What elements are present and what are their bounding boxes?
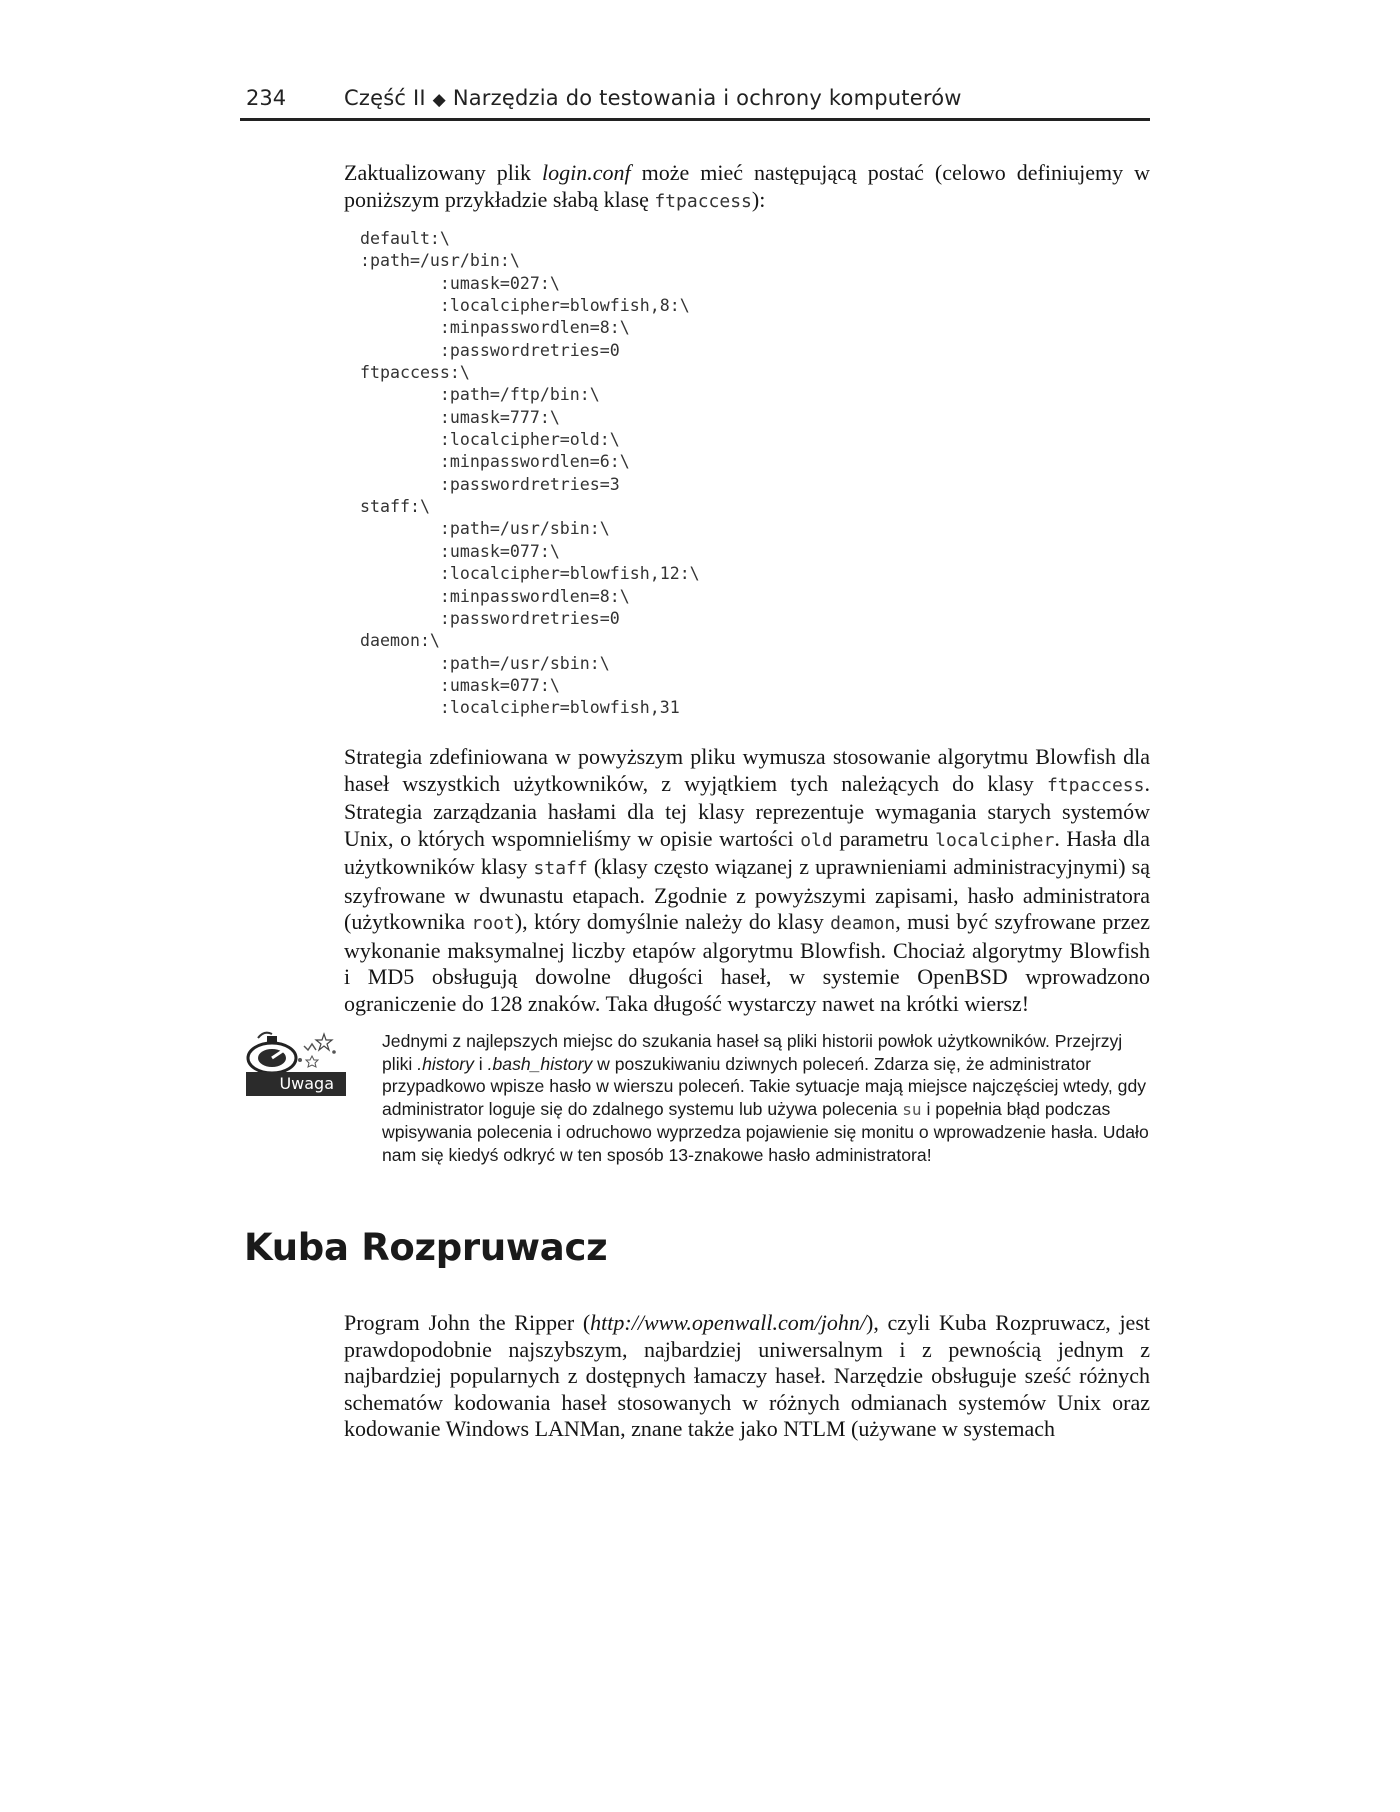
filename: .bash_history xyxy=(487,1053,593,1074)
inline-code: root xyxy=(471,913,515,934)
paragraph-text: ), który domyślnie należy do klasy xyxy=(514,909,831,934)
section-paragraph xyxy=(344,1310,1150,1443)
note-sentence: Jednymi z najlepszych miejsc do szukania haseł są pliki historii powłok użytkowników. Przejrzyj pliki xyxy=(382,1031,1123,1074)
inline-code: localcipher xyxy=(935,829,1055,851)
paragraph-text: . Hasła dla użytkowników klasy xyxy=(344,825,1150,879)
code-listing: default:\ :path=/usr/bin:\ :umask=027:\ :localcipher=blowfish,8:\ :minpasswordlen=8:\ :passwordretries=0 ftpaccess:\ :path=/ftp/bin:\ :umask=777:\ :localcipher=old:\ :minpasswordlen=6:\ :passwordretries=3 staff:\ :path=/usr/sbin:\ :umask=077:\ :localcipher=blowfish,12:\ :minpasswordlen=8:\ :passwordretries=0 daemon:\ :path=/usr/sbin:\ :umask=077:\ :localcipher=blowfish,31 xyxy=(360,229,700,718)
running-title-chapter: Narzędzia do testowania i ochrony komputerów xyxy=(452,86,962,110)
filename: login.conf xyxy=(542,160,631,185)
inline-code: su xyxy=(902,1099,922,1119)
note-sentence: i popełnia błąd podczas wpisywania polecenia i odruchowo wyprzedza pojawienie się monitu o wprowadzenie hasła. Udało nam się kiedyś odkryć w ten sposób 13-znakowe hasło administratora! xyxy=(382,1098,1149,1165)
diamond-separator-icon: ◆ xyxy=(432,90,446,110)
intro-text: Zaktualizowany plik xyxy=(344,160,542,185)
strategy-paragraph xyxy=(344,744,1150,1017)
note-label-text: Uwaga xyxy=(279,1074,334,1093)
page-number: 234 xyxy=(246,86,287,110)
intro-text: może mieć następującą postać (celowo definiujemy w poniższym przykładzie słabą klasę xyxy=(344,160,1150,212)
intro-text: ): xyxy=(751,186,766,212)
paragraph-text: Strategia zdefiniowana w powyższym pliku wymusza stosowanie algorytmu Blowfish dla haseł wszystkich użytkowników, z wyjątkiem tych należących do klasy xyxy=(344,744,1150,796)
running-title xyxy=(344,86,962,110)
filename: .history xyxy=(417,1053,474,1074)
section-heading: Kuba Rozpruwacz xyxy=(244,1226,608,1269)
inline-code: old xyxy=(800,829,833,851)
paragraph-text: . Strategia zarządzania hasłami dla tej klasy reprezentuje wymagania starych systemów Unix, o których wspomnieliśmy w opisie wartości xyxy=(344,770,1150,851)
paragraph-text: ), czyli Kuba Rozpruwacz, jest prawdopodobnie najszybszym, najbardziej uniwersalnym i z pewnością jednym z najbardziej popularnych z dostępnych łamaczy haseł. Narzędzie obsługuje sześć różnych schematów kodowania haseł stosowanych w różnych odmianach systemów Unix oraz kodowanie Windows LANMan, znane także jako NTLM (używane w systemach xyxy=(344,1310,1150,1441)
paragraph-text: parametru xyxy=(832,825,936,851)
inline-code: ftpaccess xyxy=(1046,774,1145,796)
note-sentence: w poszukiwaniu dziwnych poleceń. Zdarza się, że administrator przypadkowo wpisze hasło w wierszu poleceń. Takie sytuacje mają miejsce najczęściej wtedy, gdy administrator loguje się do zdalnego systemu lub używa polecenia xyxy=(382,1053,1147,1119)
note-label xyxy=(246,1072,346,1096)
note-sentence: i xyxy=(473,1053,488,1074)
page-header xyxy=(240,84,1150,121)
note-text xyxy=(382,1030,1150,1167)
inline-code: deamon xyxy=(830,913,896,934)
inline-code: ftpaccess xyxy=(654,190,752,212)
url-link: http://www.openwall.com/john/ xyxy=(590,1310,866,1335)
paragraph-text: , musi być szyfrowane przez wykonanie maksymalnej liczby etapów algorytmu Blowfish. Chociaż algorytmy Blowfish i MD5 obsługują dowolne długości haseł, w systemie OpenBSD wprowadzono ograniczenie do 128 znaków. Taka długość wystarczy nawet na krótki wiersz! xyxy=(344,909,1150,1016)
running-title-part: Część II xyxy=(344,86,426,110)
paragraph-text: (klasy często wiązanej z uprawnieniami administracyjnymi) są szyfrowane w dwunastu etapach. Zgodnie z powyższymi zapisami, hasło administratora (użytkownika xyxy=(344,854,1151,934)
intro-paragraph xyxy=(344,160,1150,215)
inline-code: staff xyxy=(533,858,588,879)
paragraph-text: Program John the Ripper ( xyxy=(344,1310,591,1335)
